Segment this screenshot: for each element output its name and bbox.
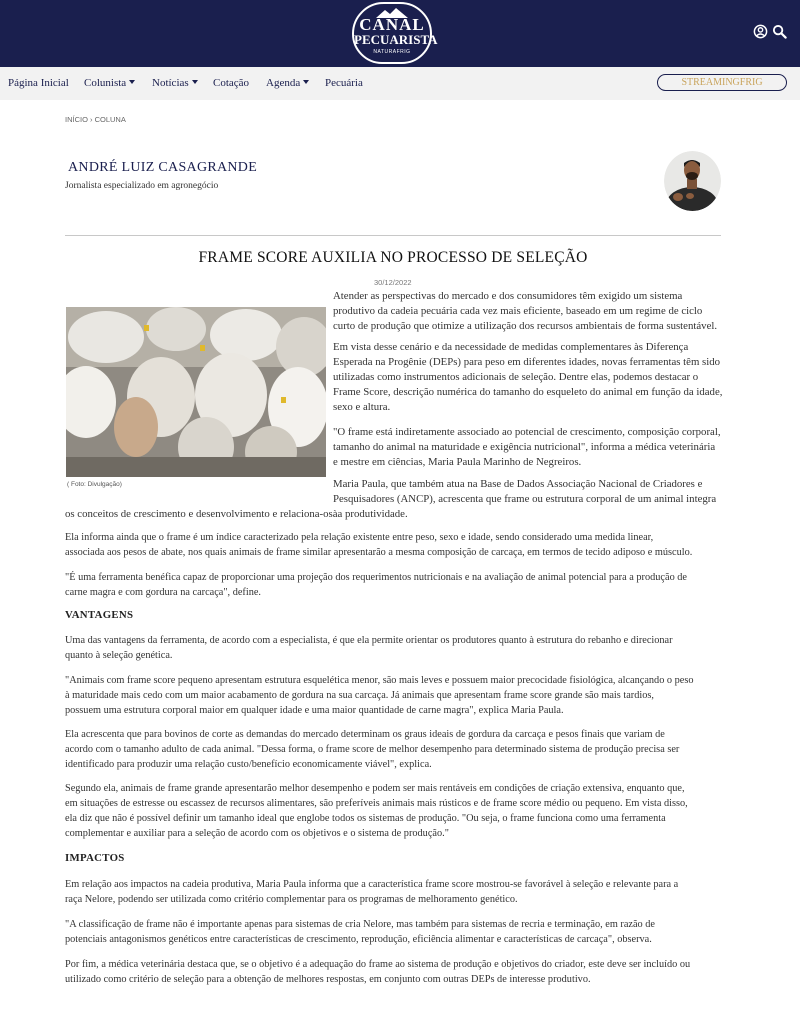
author-avatar <box>664 151 721 211</box>
breadcrumb[interactable]: INÍCIO › COLUNA <box>65 115 126 124</box>
article-paragraph: Atender as perspectivas do mercado e dos consumidores têm exigido um sistema produtivo da cadeia pecuária cada vez mais eficiente, baseado em um regime de ciclo curto de produção que otimize a utilização dos recursos ambientais de forma sustentável. <box>333 290 718 332</box>
streamingfrig-button[interactable]: STREAMINGFRIG <box>657 74 787 91</box>
nav-item-pagina-inicial[interactable] <box>8 77 69 89</box>
article-paragraph: Maria Paula, que também atua na Base de Dados Associação Nacional de Criadores e Pesquisadores (ANCP), acrescenta que frame ou estrutura corporal de um animal integra <box>333 478 717 505</box>
nav-item-pecuaria[interactable] <box>325 77 363 89</box>
canal-pecuarista-logo[interactable] <box>352 2 438 64</box>
nav-item-label: Notícias <box>152 77 189 89</box>
article-paragraph-continued: os conceitos de crescimento e desenvolvimento e relaciona-osàa produtividade. <box>65 508 408 520</box>
article-paragraph: Ela informa ainda que o frame é um índice caracterizado pela relação existente entre peso, sexo e idade, sendo considerado uma medida linear, associada aos pesos de abate, nos quais animais de frame similar apresentarão a mesma composição de carcaça, em termos de tecido adiposo e músculo. <box>65 532 693 558</box>
article-paragraph: Por fim, a médica veterinária destaca que, se o objetivo é a adequação do frame ao sistema de produção e objetivos do criador, este deve ser incluído ou utilizado como critério de seleção para a obtenção de melhores respostas, em conjunto com outras DEPs de interesse produtivo. <box>65 959 691 985</box>
nav-item-agenda[interactable] <box>266 77 309 89</box>
nav-item-label: Pecuária <box>325 77 363 89</box>
article-photo-cattle <box>66 307 326 477</box>
article-paragraph: Uma das vantagens da ferramenta, de acordo com a especialista, é que ela permite orientar os produtores quanto à estrutura do rebanho e direcionar quanto à seleção genética. <box>65 635 673 661</box>
user-icon[interactable] <box>753 24 768 39</box>
article-paragraph: "A classificação de frame não é importante apenas para sistemas de cria Nelore, mas também para sistemas de recria e terminação, em razão de potenciais antagonismos genéticos entre características de crescimento, reprodução, eficiência alimentar e características de carcaça", observa. <box>65 919 655 945</box>
article-paragraph: Ela acrescenta que para bovinos de corte as demandas do mercado determinam os graus ideais de gordura da carcaça e pesos finais que variam de acordo com o tamanho adulto de cada animal. "Dessa forma, o frame score de melhor desempenho para determinado sistema de produção precisa ser identificado para produzir uma relação custo/benefício economicamente viável", explica. <box>65 729 680 770</box>
logo-text-naturafrig: NATURAFRIG <box>373 49 411 55</box>
nav-item-label: Colunista <box>84 77 127 89</box>
nav-item-label: Agenda <box>266 77 301 89</box>
search-icon[interactable] <box>772 24 787 39</box>
section-heading-impactos: IMPACTOS <box>65 852 125 864</box>
section-heading-vantagens: VANTAGENS <box>65 609 134 621</box>
author-role: Jornalista especializado em agronegócio <box>65 181 219 191</box>
section-divider <box>65 235 721 236</box>
site-header <box>0 0 800 67</box>
article-paragraph: Em relação aos impactos na cadeia produtiva, Maria Paula informa que a característica frame score mostrou-se favorável à seleção e relevante para a raça Nelore, podendo ser utilizada como critério complementar para os programas de melhoramento genético. <box>65 879 679 905</box>
logo-text-pecuarista: PECUARISTA <box>354 32 438 47</box>
article-paragraph: Segundo ela, animais de frame grande apresentarão melhor desempenho e podem ser mais rentáveis em condições de criação extensiva, enquanto que, em situações de estresse ou escassez de recursos alimentares, são preferíveis animais mais rústicos e de frame score médio ou pequeno. Em vista disso, ela diz que não é possível definir um tamanho ideal que englobe todos os sistemas de produção. "Ou seja, o frame funciona como uma ferramenta complementar e auxiliar para a seleção de acordo com os objetivos e o sistema de produção." <box>65 783 688 839</box>
nav-item-noticias[interactable] <box>152 77 198 89</box>
article-paragraph: "É uma ferramenta benéfica capaz de proporcionar uma projeção dos requerimentos nutricionais e na avaliação de animal potencial para a produção de carne magra e com gordura na carcaça", define. <box>65 572 688 598</box>
nav-item-label: Cotação <box>213 77 250 89</box>
article-title: FRAME SCORE AUXILIA NO PROCESSO DE SELEÇÃO <box>198 249 588 266</box>
nav-item-cotacao[interactable] <box>213 77 249 89</box>
article-paragraph: "O frame está indiretamente associado ao potencial de crescimento, composição corporal, tamanho do animal na maturidade e exigência nutricional", informa a médica veterinária e mestre em ciências, Maria Paula Marinho de Negreiros. <box>333 426 721 468</box>
nav-item-label: Página Inicial <box>8 77 69 89</box>
caret-down-icon <box>192 80 198 84</box>
nav-item-colunista[interactable] <box>84 77 135 89</box>
author-name[interactable]: ANDRÉ LUIZ CASAGRANDE <box>68 160 258 175</box>
caret-down-icon <box>303 80 309 84</box>
article-paragraph: Em vista desse cenário e da necessidade de medidas complementares às Diferença Esperada na Progênie (DEPs) para peso em diferentes idades, novas ferramentas têm sido utilizadas como instrumentos adicionais de seleção. Dentre elas, podemos destacar o Frame Score, descrição numérica do tamanho do esqueleto do animal em função da idade, sexo e altura. <box>333 341 723 413</box>
article-date: 30/12/2022 <box>374 278 412 287</box>
article-paragraph: "Animais com frame score pequeno apresentam estrutura esquelética menor, são mais leves e possuem maior precocidade fisiológica, alcançando o peso à maturidade mais cedo com um maior acabamento de gordura na sua carcaça. Já animais que apresentam frame score grande são mais tardios, possuem uma estrutura corporal maior em qualquer idade e uma maior quantidade de carne magra", explica Maria Paula. <box>65 675 694 716</box>
caret-down-icon <box>129 80 135 84</box>
logo-text-canal: CANAL <box>359 15 425 34</box>
photo-caption: ( Foto: Divulgação) <box>67 481 122 488</box>
